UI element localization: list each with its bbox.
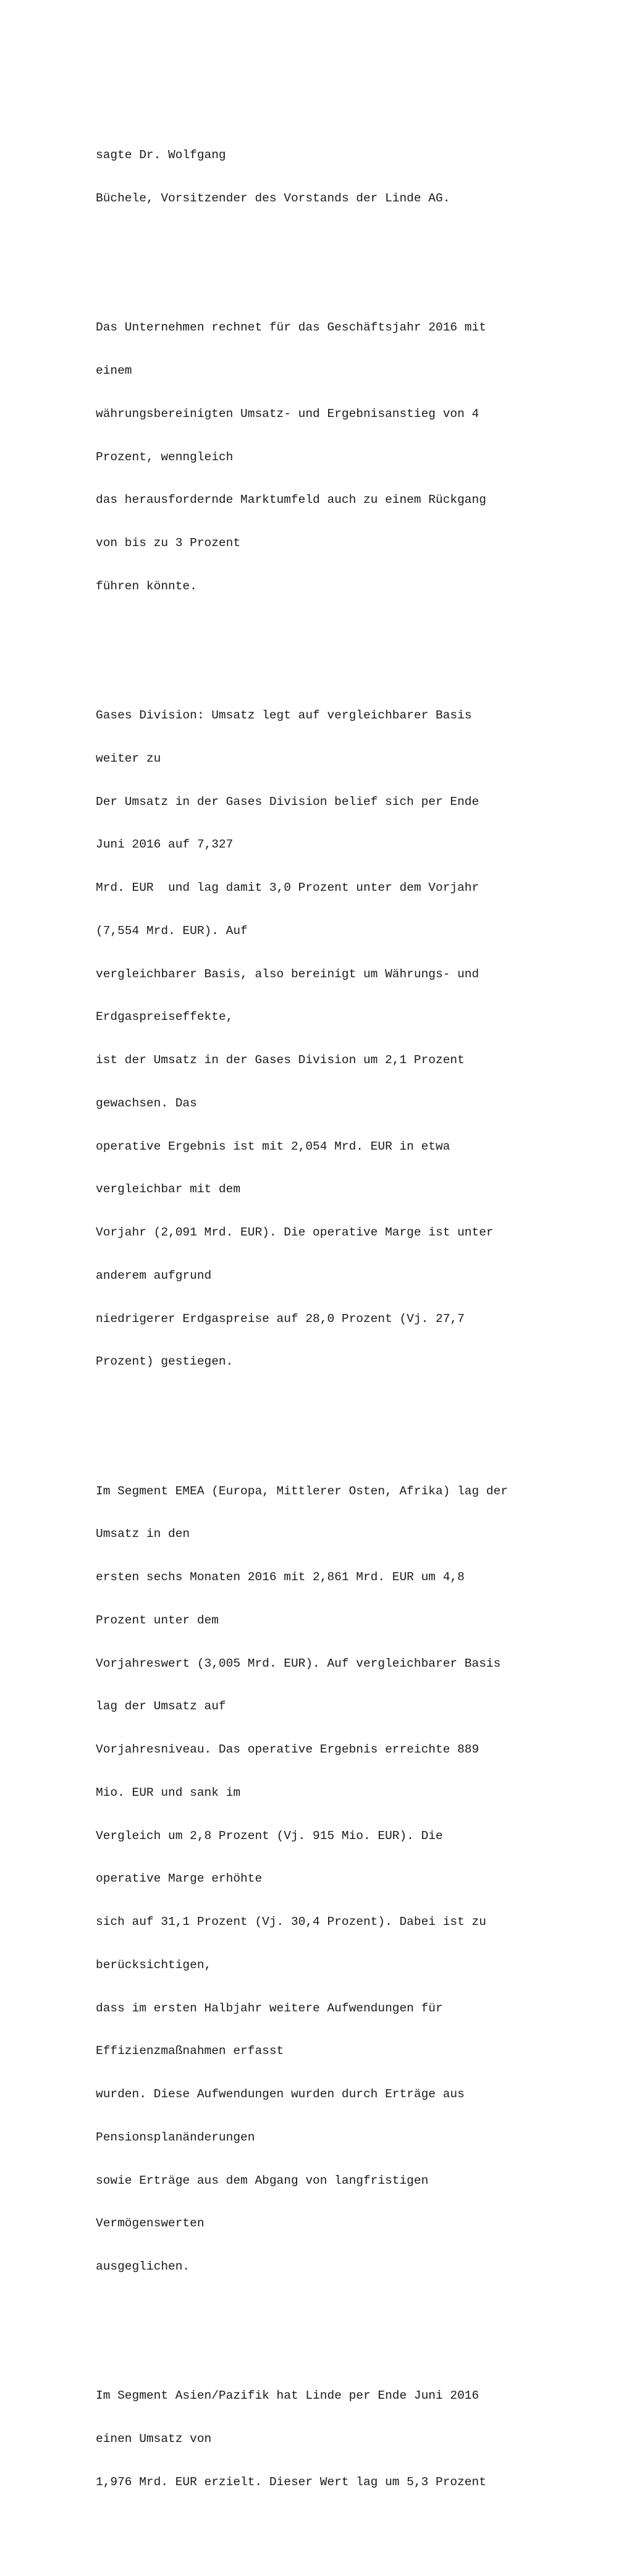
text-line: operative Ergebnis ist mit 2,054 Mrd. EUR in etwa	[96, 1139, 450, 1153]
text-line: Prozent unter dem	[96, 1613, 219, 1627]
text-line: Mrd. EUR und lag damit 3,0 Prozent unter dem Vorjahr	[96, 881, 479, 894]
text-line: Umsatz in den	[96, 1527, 190, 1541]
text-line: wurden. Diese Aufwendungen wurden durch Erträge aus	[96, 2087, 465, 2101]
text-line: das herausfordernde Marktumfeld auch zu einem Rückgang	[96, 493, 486, 507]
text-line: lag der Umsatz auf	[96, 1699, 226, 1714]
text-line: Der Umsatz in der Gases Division belief sich per Ende	[96, 794, 479, 809]
text-line: vergleichbarer Basis, also bereinigt um Währungs- und	[96, 967, 479, 981]
paragraph-quote-attribution	[96, 120, 602, 235]
text-line: führen könnte.	[96, 579, 197, 593]
text-line: ausgeglichen.	[96, 2260, 190, 2273]
paragraph-gases-division	[96, 680, 602, 1399]
text-line: sich auf 31,1 Prozent (Vj. 30,4 Prozent). Dabei ist zu	[96, 1915, 486, 1929]
document-body	[96, 77, 602, 2576]
text-line: Büchele, Vorsitzender des Vorstands der Linde AG.	[96, 192, 450, 205]
text-line: Mio. EUR und sank im	[96, 1785, 241, 1799]
text-line: Prozent, wenngleich	[96, 450, 234, 464]
text-line: Vorjahreswert (3,005 Mrd. EUR). Auf vergleichbarer Basis	[96, 1656, 501, 1670]
text-line: Effizienzmaßnahmen erfasst	[96, 2044, 284, 2058]
text-line: währungsbereinigten Umsatz- und Ergebnisanstieg von 4	[96, 406, 479, 421]
text-line: dass im ersten Halbjahr weitere Aufwendungen für	[96, 2001, 443, 2015]
text-line: Vergleich um 2,8 Prozent (Vj. 915 Mio. EUR). Die	[96, 1829, 443, 1843]
text-line: Im Segment EMEA (Europa, Mittlerer Osten, Afrika) lag der	[96, 1484, 509, 1498]
text-line: Vermögenswerten	[96, 2216, 205, 2231]
text-line: (7,554 Mrd. EUR). Auf	[96, 924, 248, 938]
text-line: gewachsen. Das	[96, 1096, 197, 1110]
text-line: 1,976 Mrd. EUR erzielt. Dieser Wert lag um 5,3 Prozent	[96, 2475, 486, 2489]
text-line: einen Umsatz von	[96, 2432, 212, 2446]
text-line: weiter zu	[96, 751, 161, 765]
text-line: von bis zu 3 Prozent	[96, 536, 241, 550]
text-line: ist der Umsatz in der Gases Division um 2,1 Prozent	[96, 1053, 465, 1067]
text-line: operative Marge erhöhte	[96, 1872, 263, 1886]
text-line: ersten sechs Monaten 2016 mit 2,861 Mrd. EUR um 4,8	[96, 1570, 465, 1584]
text-line: niedrigerer Erdgaspreise auf 28,0 Prozent (Vj. 27,7	[96, 1311, 465, 1326]
paragraph-segment-asia-pacific	[96, 2360, 602, 2519]
text-line: berücksichtigen,	[96, 1958, 212, 1972]
text-line: Juni 2016 auf 7,327	[96, 838, 234, 852]
text-line: sowie Erträge aus dem Abgang von langfristigen	[96, 2173, 429, 2187]
text-line: sagte Dr. Wolfgang	[96, 148, 226, 162]
text-line: Vorjahr (2,091 Mrd. EUR). Die operative Marge ist unter	[96, 1226, 494, 1239]
text-line: anderem aufgrund	[96, 1268, 212, 1282]
text-line: Pensionsplanänderungen	[96, 2130, 255, 2144]
text-line: Gases Division: Umsatz legt auf vergleichbarer Basis	[96, 709, 472, 722]
paragraph-segment-emea	[96, 1455, 602, 2303]
text-line: einem	[96, 364, 132, 377]
text-line: Prozent) gestiegen.	[96, 1355, 234, 1369]
text-line: Erdgaspreiseffekte,	[96, 1010, 234, 1024]
text-line: Vorjahresniveau. Das operative Ergebnis erreichte 889	[96, 1743, 479, 1756]
text-line: Im Segment Asien/Pazifik hat Linde per Ende Juni 2016	[96, 2389, 479, 2403]
text-line: vergleichbar mit dem	[96, 1182, 241, 1197]
text-line: Das Unternehmen rechnet für das Geschäftsjahr 2016 mit	[96, 321, 486, 335]
paragraph-outlook	[96, 292, 602, 623]
